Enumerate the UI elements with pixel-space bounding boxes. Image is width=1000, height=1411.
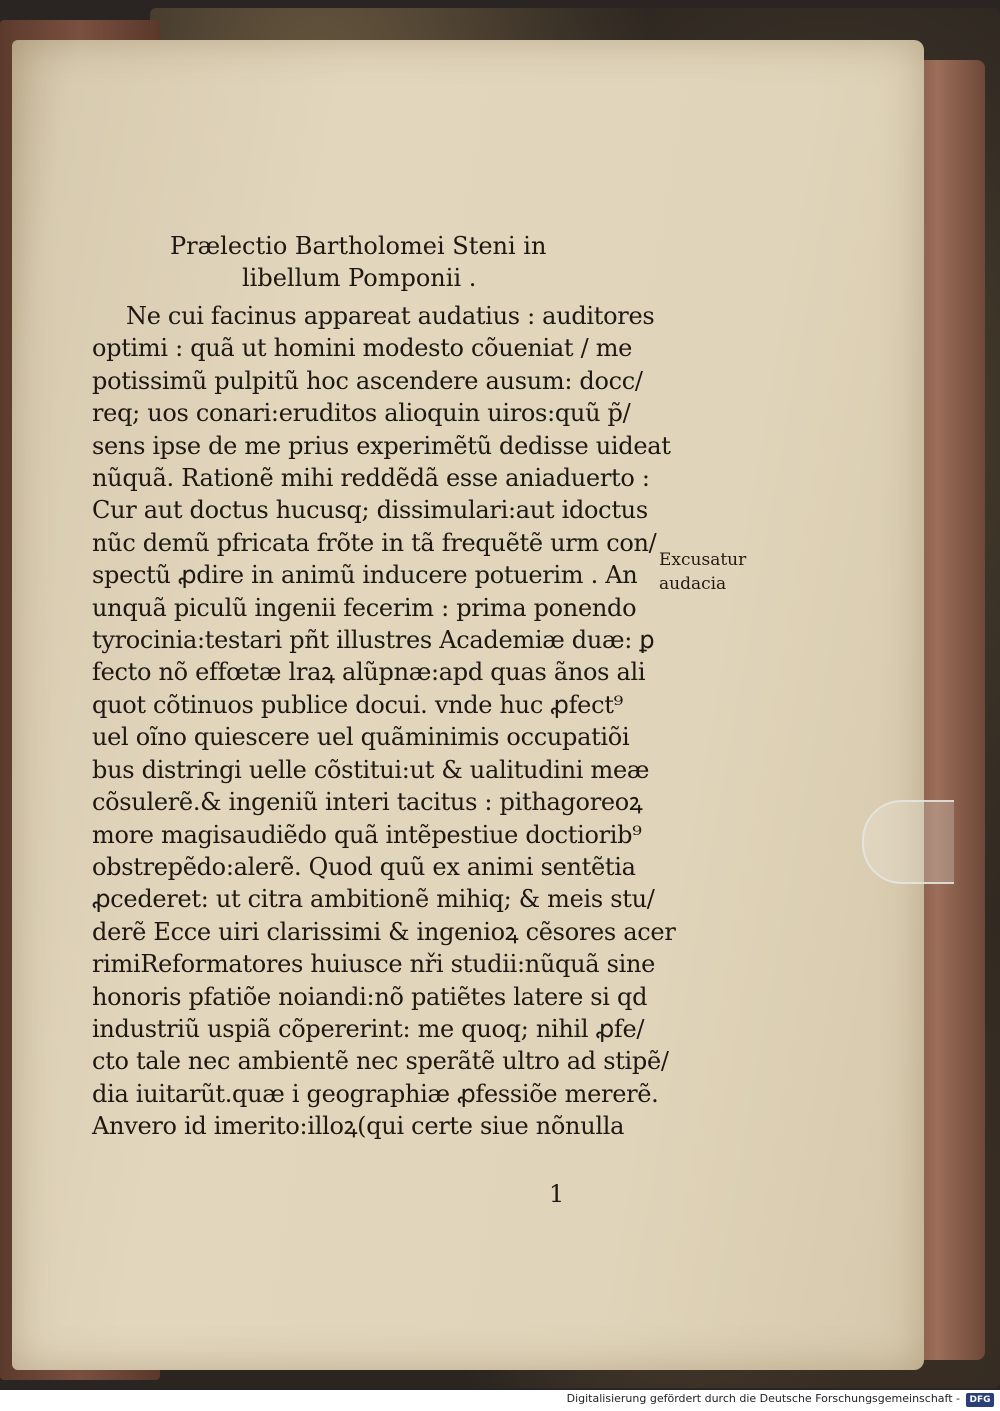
- body-line: sens ipse de me prius experimẽtũ dedisse uideat: [92, 431, 671, 460]
- body-line: potissimũ pulpitũ hoc ascendere ausum: docc/: [92, 366, 643, 395]
- body-line: dia iuitarũt.quæ i geographiæ ꝓfessiõe mererẽ.: [92, 1079, 659, 1108]
- text-block: [92, 230, 676, 1143]
- body-line: req; uos conari:eruditos alioquin uiros:quũ p̃/: [92, 399, 631, 428]
- plastic-page-clip: [862, 800, 954, 884]
- body-line: quot cõtinuos publice docui. vnde huc ꝓfect⁹: [92, 690, 623, 719]
- body-line: ꝓcederet: ut citra ambitionẽ mihiq; & meis stu/: [92, 885, 655, 914]
- footer: [0, 1390, 1000, 1411]
- body-line: cõsulerẽ.& ingeniũ interi tacitus : pithagoreoꝝ: [92, 788, 643, 817]
- body-line: nũquã. Rationẽ mihi reddẽdã esse aniaduerto :: [92, 464, 650, 493]
- marginal-note: [659, 548, 746, 596]
- body-line: obstrepẽdo:alerẽ. Quod quũ ex animi sentẽtia: [92, 852, 636, 881]
- title-line-1: Prælectio Bartholomei Steni in: [170, 232, 547, 260]
- body-line: derẽ Ecce uiri clarissimi & ingenioꝝ cẽsores acer: [92, 917, 676, 946]
- body-line: honoris pfatiõe noiandi:nõ patiẽtes latere si qd: [92, 982, 648, 1011]
- page-number: 1: [549, 1180, 565, 1208]
- body-line: more magisaudiẽdo quã intẽpestiue doctiorib⁹: [92, 820, 642, 849]
- body-line: rimiReformatores huiusce nři studii:nũquã sine: [92, 950, 656, 979]
- title-line-2: libellum Pomponii .: [242, 264, 477, 292]
- body-line: optimi : quã ut homini modesto cõueniat / me: [92, 334, 633, 363]
- marginal-note-line-2: audacia: [659, 574, 727, 594]
- body-line: spectũ ꝓdire in animũ inducere potuerim . An: [92, 561, 638, 590]
- body-line: bus distringi uelle cõstitui:ut & ualitudini meæ: [92, 755, 650, 784]
- funding-credit: Digitalisierung gefördert durch die Deutsche Forschungsgemeinschaft -: [566, 1392, 960, 1405]
- marginal-note-line-1: Excusatur: [659, 550, 747, 570]
- body-line: fecto nõ effœtæ lraꝝ alũpnæ:apd quas ãnos ali: [92, 658, 646, 687]
- body-line: Cur aut doctus hucusq; dissimulari:aut idoctus: [92, 496, 648, 525]
- body-line: cto tale nec ambientẽ nec sperãtẽ ultro ad stipẽ/: [92, 1047, 669, 1076]
- body-line: uel oĩno quiescere uel quãminimis occupatiõi: [92, 723, 630, 752]
- book-page: [12, 40, 924, 1370]
- body-line: Ne cui facinus appareat audatius : auditores: [126, 302, 655, 330]
- body-line: nũc demũ pfricata frõte in tã frequẽtẽ urm con/: [92, 528, 657, 557]
- dfg-logo: DFG: [966, 1393, 994, 1407]
- body-line: industriũ uspiã cõpererint: me quoq; nihil ꝓfe/: [92, 1014, 645, 1043]
- body-line: unquã piculũ ingenii fecerim : prima ponendo: [92, 593, 637, 622]
- body-line: Anvero id imerito:illoꝝ(qui certe siue nõnulla: [92, 1112, 625, 1141]
- body-line: tyrocinia:testari pñt illustres Academiæ duæ: ꝑ: [92, 626, 655, 655]
